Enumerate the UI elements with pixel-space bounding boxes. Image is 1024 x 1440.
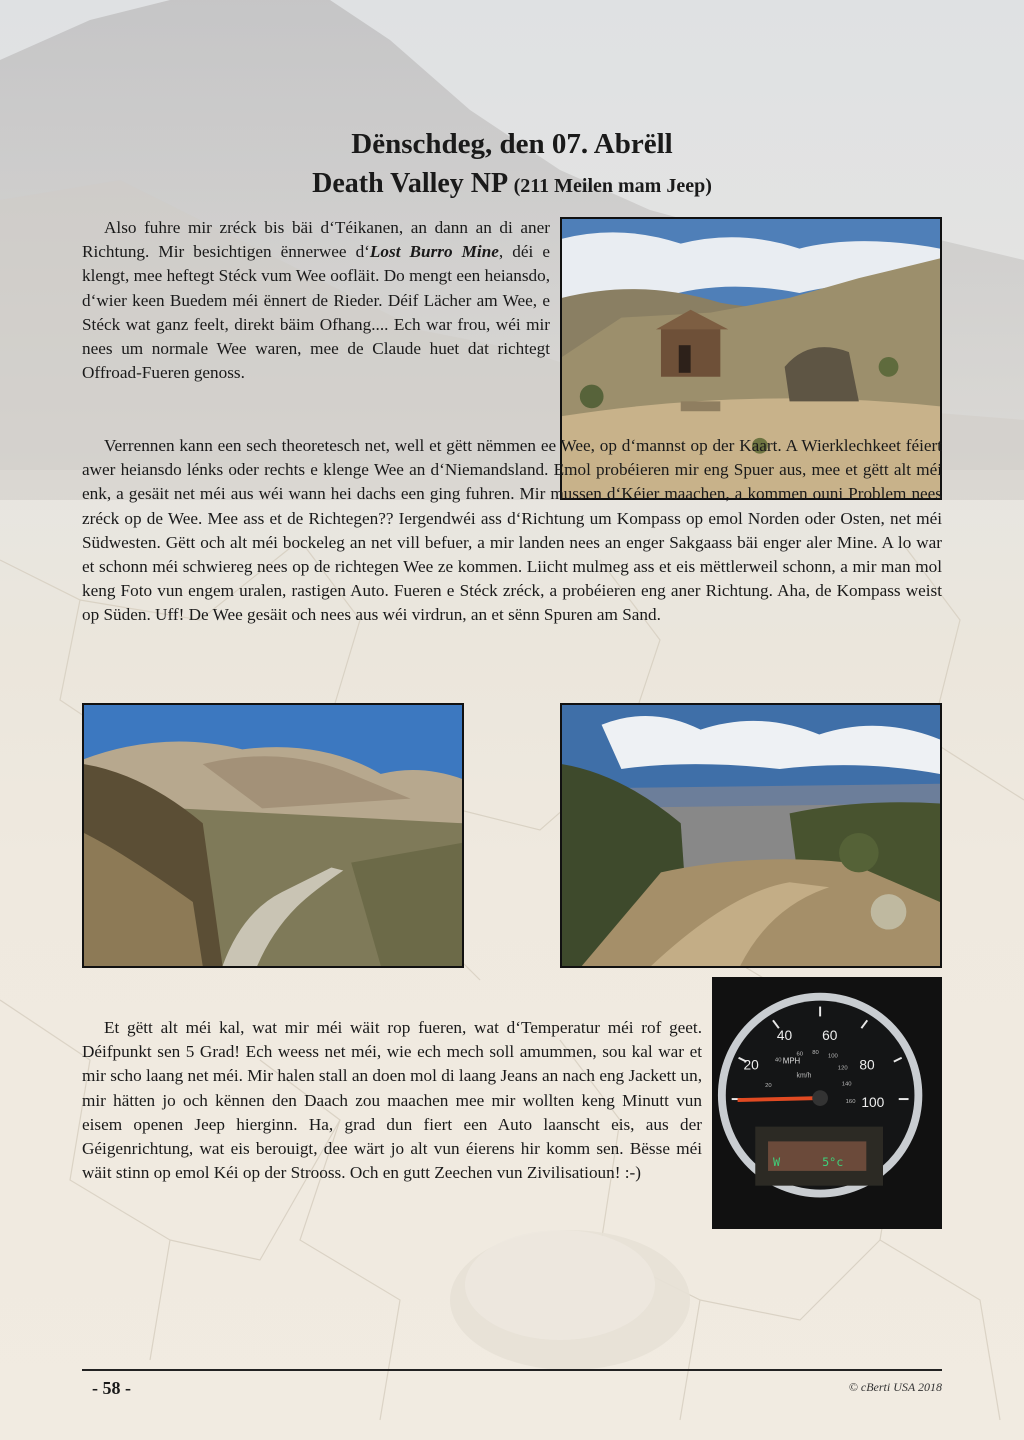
kmh-tick-100: 100: [827, 1053, 838, 1060]
page-subtitle: [0, 168, 1024, 200]
kmh-tick-80: 80: [812, 1049, 819, 1056]
mph-unit-label: MPH: [782, 1056, 801, 1066]
photo-speedometer: [712, 977, 942, 1229]
page-title: Dënschdeg, den 07. Abrëll: [351, 128, 673, 160]
mph-tick-20: 20: [743, 1057, 759, 1073]
paragraph-lost-burro: [82, 216, 550, 385]
paragraph-cold-temperature: [82, 1016, 702, 1185]
page-number: - 58 -: [92, 1378, 131, 1398]
kmh-tick-20: 20: [765, 1083, 772, 1090]
paragraph-3-text: Et gëtt alt méi kal, wat mir méi wäit rop fueren, wat d‘Temperatur méi rof geet. Déifpunkt sen 5 Grad! Ech weess net méi, wie ech mech soll amummen, sou kal war et mir scho laang net méi. Mir halen stall an doen mol di laang Jeans an nach eng Jackett un, mir hätten jo och kënnen den Daach zou maachen mee mir wollten keng Minutt vun eisem openen Jeep hierginn. Ha, grad dun fiert een Auto laanscht eis, aus der Géigenrichtung, wat eis berouigt, dee wärt jo alt vun éierens hir komm sen. Bësse méi wäit stinn op emol Kéi op der Strooss. Och en gutt Zeechen vun Zivilisatioun! :-): [82, 1018, 702, 1183]
photo-valley-road: [82, 703, 464, 968]
mph-tick-80: 80: [859, 1057, 875, 1073]
kmh-tick-140: 140: [841, 1081, 852, 1088]
paragraph-getting-lost: [82, 434, 942, 628]
place-name-lost-burro: Lost Burro Mine: [369, 242, 499, 262]
mph-tick-100: 100: [861, 1094, 885, 1110]
paragraph-2-text: Verrennen kann een sech theoretesch net, well et gëtt nëmmen ee Wee, op d‘mannst op der Kaart. A Wierklechkeet féiert awer heiansdo lénks oder rechts e klenge Wee an d‘Niemandsland. Emol probéieren mir eng Spuer aus, mee et gëtt alt méi enk, a gesäit net méi aus wéi wann hei dachs een ging fuhren. Mir mussen d‘Kéier maachen, a kommen ouni Problem nees zréck op de Wee. Mee ass et de Richtegen?? Iergendwéi ass d‘Richtung um Kompass op emol Norden oder Osten, net méi Südwesten. Gëtt och alt méi bockeleg an net vill befuer, a mir landen nees an enger Sakgaass bäi enger aler Mine. A lo war et schonn méi schwiereg nees op de richtegen Wee ze kommen. Liicht mulmeg ass et eis mëttlerweil schonn, a mir man mol keng Foto vun engem uralen, rastigen Auto. Fueren e Stéck zréck, a probéieren eng aner Richtung. Aha, de Kompass weist op Süden. Uff! De Wee gesäit och nees aus wéi virdrun, an et sënn Spuren am Sand.: [82, 436, 942, 625]
kmh-tick-60: 60: [796, 1051, 804, 1058]
kmh-tick-40: 40: [774, 1057, 782, 1064]
mph-tick-40: 40: [776, 1028, 793, 1044]
paragraph-1-text-a: Also fuhre mir zréck bis bäi d‘Téikanen, an dann an di aner Richtung. Mir besichtigen ënnerwee d‘: [82, 218, 550, 262]
copyright-notice: © cBerti USA 2018: [848, 1380, 942, 1394]
display-compass: W: [772, 1154, 781, 1169]
subtitle-main: Death Valley NP: [312, 168, 507, 199]
subtitle-note: (211 Meilen mam Jeep): [513, 175, 712, 197]
photo-scrub-road: [560, 703, 942, 968]
display-temperature: 5°c: [822, 1154, 844, 1169]
mph-tick-60: 60: [822, 1028, 838, 1044]
kmh-tick-120: 120: [837, 1065, 848, 1072]
kmh-tick-160: 160: [845, 1098, 856, 1106]
paragraph-1-text-b: , déi e klengt, mee heftegt Stéck vum Wee oofläit. Do mengt een heiansdo, d‘wier keen Buedem méi ënnert de Rieder. Déif Lächer am Wee, e Stéck wat ganz feelt, direkt bäim Ofhang.... Ech war frou, wéi mir nees um normale Wee waren, mee de Claude huet dat richtegt Offroad-Fueren genoss.: [82, 242, 550, 383]
kmh-unit-label: km/h: [796, 1072, 812, 1080]
footer-divider: [82, 1369, 942, 1371]
